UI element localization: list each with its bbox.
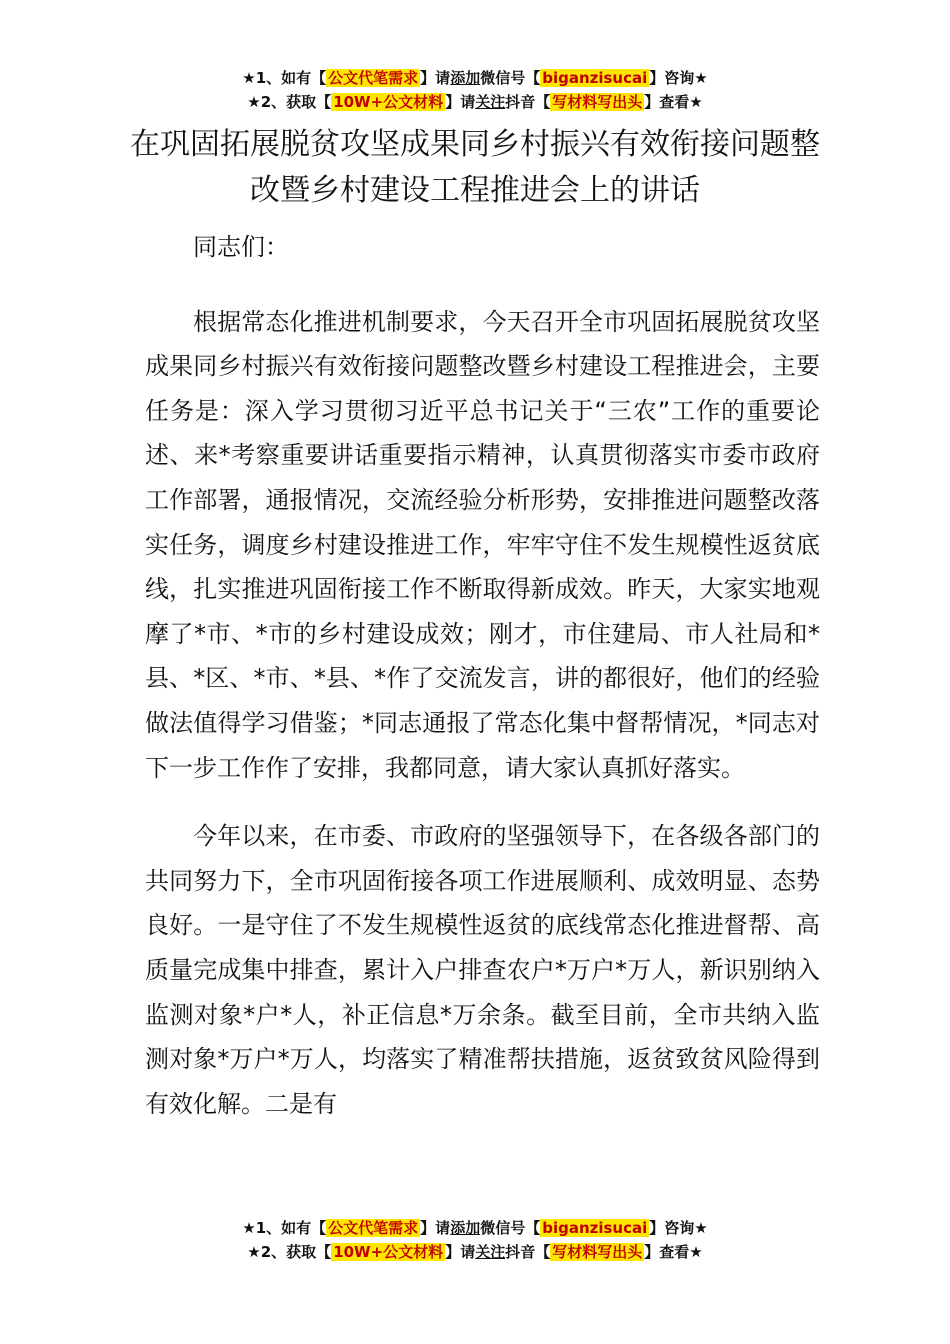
footer-banner xyxy=(0,1216,950,1264)
document-title: 在巩固拓展脱贫攻坚成果同乡村振兴有效衔接问题整改暨乡村建设工程推进会上的讲话 xyxy=(130,127,820,208)
highlight-wechat-id: biganzisucai xyxy=(542,1219,648,1237)
highlight-materials: 10W+公文材料 xyxy=(333,93,444,111)
banner-line-1: ★1、如有【 公文代笔需求 】请添加微信号【 biganzisucai 】咨询★ xyxy=(242,1219,708,1237)
highlight-service: 公文代笔需求 xyxy=(328,69,419,87)
highlight-douyin-id: 写材料写出头 xyxy=(552,1243,643,1261)
highlight-service: 公文代笔需求 xyxy=(328,1219,419,1237)
highlight-douyin-id: 写材料写出头 xyxy=(552,93,643,111)
paragraph-1: 根据常态化推进机制要求，今天召开全市巩固拓展脱贫攻坚成果同乡村振兴有效衔接问题整改暨乡村建设工程推进会，主要任务是：深入学习贯彻习近平总书记关于“三农”工作的重要论述、来*考察重要讲话重要指示精神，认真贯彻落实市委市政府工作部署，通报情况，交流经验分析形势，安排推进问题整改落实任务，调度乡村建设推进工作，牢牢守住不发生规模性返贫底线，扎实推进巩固衔接工作不断取得新成效。昨天，大家实地观摩了*市、*市的乡村建设成效；刚才，市住建局、市人社局和*县、*区、*市、*县、*作了交流发言，讲的都很好，他们的经验做法值得学习借鉴；*同志通报了常态化集中督帮情况，*同志对下一步工作作了安排，我都同意，请大家认真抓好落实。 xyxy=(145,307,820,782)
salutation: 同志们： xyxy=(193,233,289,261)
document-body xyxy=(145,225,820,1150)
banner-line-2: ★2、获取【 10W+公文材料 】请关注抖音【 写材料写出头 】查看★ xyxy=(247,93,703,111)
banner-line-1: ★1、如有【 公文代笔需求 】请添加微信号【 biganzisucai 】咨询★ xyxy=(242,69,708,87)
header-banner xyxy=(0,66,950,114)
highlight-wechat-id: biganzisucai xyxy=(542,69,648,87)
highlight-materials: 10W+公文材料 xyxy=(333,1243,444,1261)
paragraph-2: 今年以来，在市委、市政府的坚强领导下，在各级各部门的共同努力下，全市巩固衔接各项工作进展顺利、成效明显、态势良好。一是守住了不发生规模性返贫的底线常态化推进督帮、高质量完成集中排查，累计入户排查农户*万户*万人，新识别纳入监测对象*户*人，补正信息*万余条。截至目前，全市共纳入监测对象*万户*万人，均落实了精准帮扶措施，返贫致贫风险得到有效化解。二是有 xyxy=(145,822,820,1118)
banner-line-2: ★2、获取【 10W+公文材料 】请关注抖音【 写材料写出头 】查看★ xyxy=(247,1243,703,1261)
